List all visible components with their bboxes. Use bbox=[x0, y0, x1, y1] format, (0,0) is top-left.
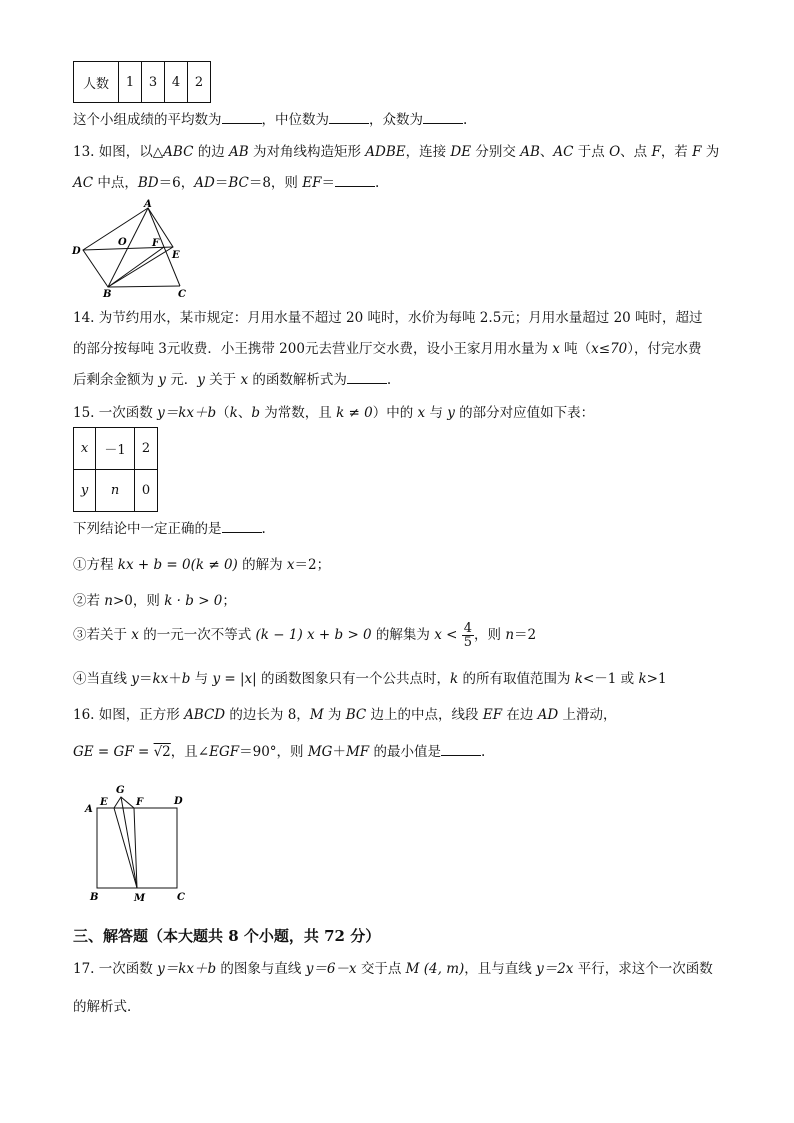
q15-option-4: ④当直线 y＝kx＋b 与 y = |x| 的函数图象只有一个公共点时，k 的所有取值范围为 k<－1 或 k>1 bbox=[73, 671, 667, 687]
point-label-f: F bbox=[136, 797, 144, 808]
q17-line2: 的解析式． bbox=[73, 999, 141, 1015]
table-cell: －1 bbox=[96, 428, 135, 470]
answer-blank bbox=[329, 111, 369, 124]
table-header-cell: 人数 bbox=[74, 62, 119, 103]
q15-option-2: ②若 n>0，则 k · b > 0； bbox=[73, 593, 236, 609]
table-cell: 4 bbox=[165, 62, 188, 103]
q15-option-1: ①方程 kx + b = 0(k ≠ 0) 的解为 x＝2； bbox=[73, 557, 331, 573]
answer-blank bbox=[347, 371, 387, 384]
q13-line1: 13. 如图，以△ABC 的边 AB 为对角线构造矩形 ADBE，连接 DE 分别交 AB、AC 于点 O、点 F，若 F 为 bbox=[73, 144, 720, 160]
point-label-o: O bbox=[118, 237, 127, 248]
q12-tail-line: 这个小组成绩的平均数为 ，中位数为 ，众数为 . bbox=[73, 112, 468, 128]
q14-line3: 后剩余金额为 y 元．y 关于 x 的函数解析式为 . bbox=[73, 372, 392, 388]
q13-figure-rectangle-diagram bbox=[70, 198, 195, 300]
point-label-e: E bbox=[100, 797, 108, 808]
q16-line1: 16. 如图，正方形 ABCD 的边长为 8，M 为 BC 边上的中点，线段 EF 在边 AD 上滑动， bbox=[73, 707, 617, 723]
point-label-d: D bbox=[174, 796, 183, 807]
point-label-b: B bbox=[103, 289, 112, 300]
score-count-table bbox=[73, 61, 211, 103]
q17-line1: 17. 一次函数 y＝kx＋b 的图象与直线 y＝6－x 交于点 M (4, m)，且与直线 y＝2x 平行，求这个一次函数 bbox=[73, 961, 713, 977]
q14-line1: 14. 为节约用水，某市规定：月用水量不超过 20 吨时，水价为每吨 2.5元；月用水量超过 20 吨时，超过 bbox=[73, 310, 703, 326]
segment-bf bbox=[108, 247, 164, 287]
answer-blank bbox=[335, 174, 375, 187]
table-cell: n bbox=[96, 470, 135, 512]
sqrt-two: √2 bbox=[153, 744, 171, 760]
point-label-f: F bbox=[152, 238, 160, 249]
table-cell: 2 bbox=[188, 62, 211, 103]
answer-blank bbox=[423, 111, 463, 124]
table-header-cell: y bbox=[74, 470, 96, 512]
point-label-d: D bbox=[72, 246, 81, 257]
segment-bc bbox=[108, 286, 180, 287]
q15-option-3: ③若关于 x 的一元一次不等式 (k − 1) x + b > 0 的解集为 x < $\frac{4}{5}$ ，则 n＝2 bbox=[73, 621, 537, 650]
point-label-e: E bbox=[172, 250, 180, 261]
section-heading: 三、解答题（本大题共 8 个小题，共 72 分） bbox=[73, 927, 381, 945]
q16-line2: GE = GF = √2，且∠EGF＝90°，则 MG＋MF 的最小值是 . bbox=[73, 744, 486, 760]
xy-value-table bbox=[73, 427, 158, 512]
table-cell: 0 bbox=[135, 470, 158, 512]
table-cell: 1 bbox=[119, 62, 142, 103]
triangle-egf bbox=[114, 797, 134, 808]
table-cell: 3 bbox=[142, 62, 165, 103]
point-label-b: B bbox=[90, 892, 99, 903]
point-label-m: M bbox=[134, 893, 146, 904]
answer-blank bbox=[222, 520, 262, 533]
table-header-cell: x bbox=[74, 428, 96, 470]
answer-blank bbox=[222, 111, 262, 124]
point-label-g: G bbox=[116, 785, 125, 796]
point-label-a: A bbox=[144, 199, 152, 210]
q15-line1: 15. 一次函数 y＝kx＋b（k、b 为常数，且 k ≠ 0）中的 x 与 y 的部分对应值如下表： bbox=[73, 405, 595, 421]
point-label-a: A bbox=[85, 804, 93, 815]
q16-figure-square-diagram bbox=[80, 780, 195, 905]
point-label-c: C bbox=[178, 289, 186, 300]
q15-prompt: 下列结论中一定正确的是 . bbox=[73, 521, 266, 537]
q14-line2: 的部分按每吨 3元收费．小王携带 200元去营业厅交水费，设小王家月用水量为 x 吨（x≤70），付完水费 bbox=[73, 341, 702, 357]
answer-blank bbox=[441, 743, 481, 756]
table-cell: 2 bbox=[135, 428, 158, 470]
point-label-c: C bbox=[177, 892, 185, 903]
fraction-four-fifths: $\frac{4}{5}$ bbox=[463, 621, 473, 650]
q13-line2: AC 中点，BD＝6，AD＝BC＝8，则 EF＝ . bbox=[73, 175, 380, 191]
